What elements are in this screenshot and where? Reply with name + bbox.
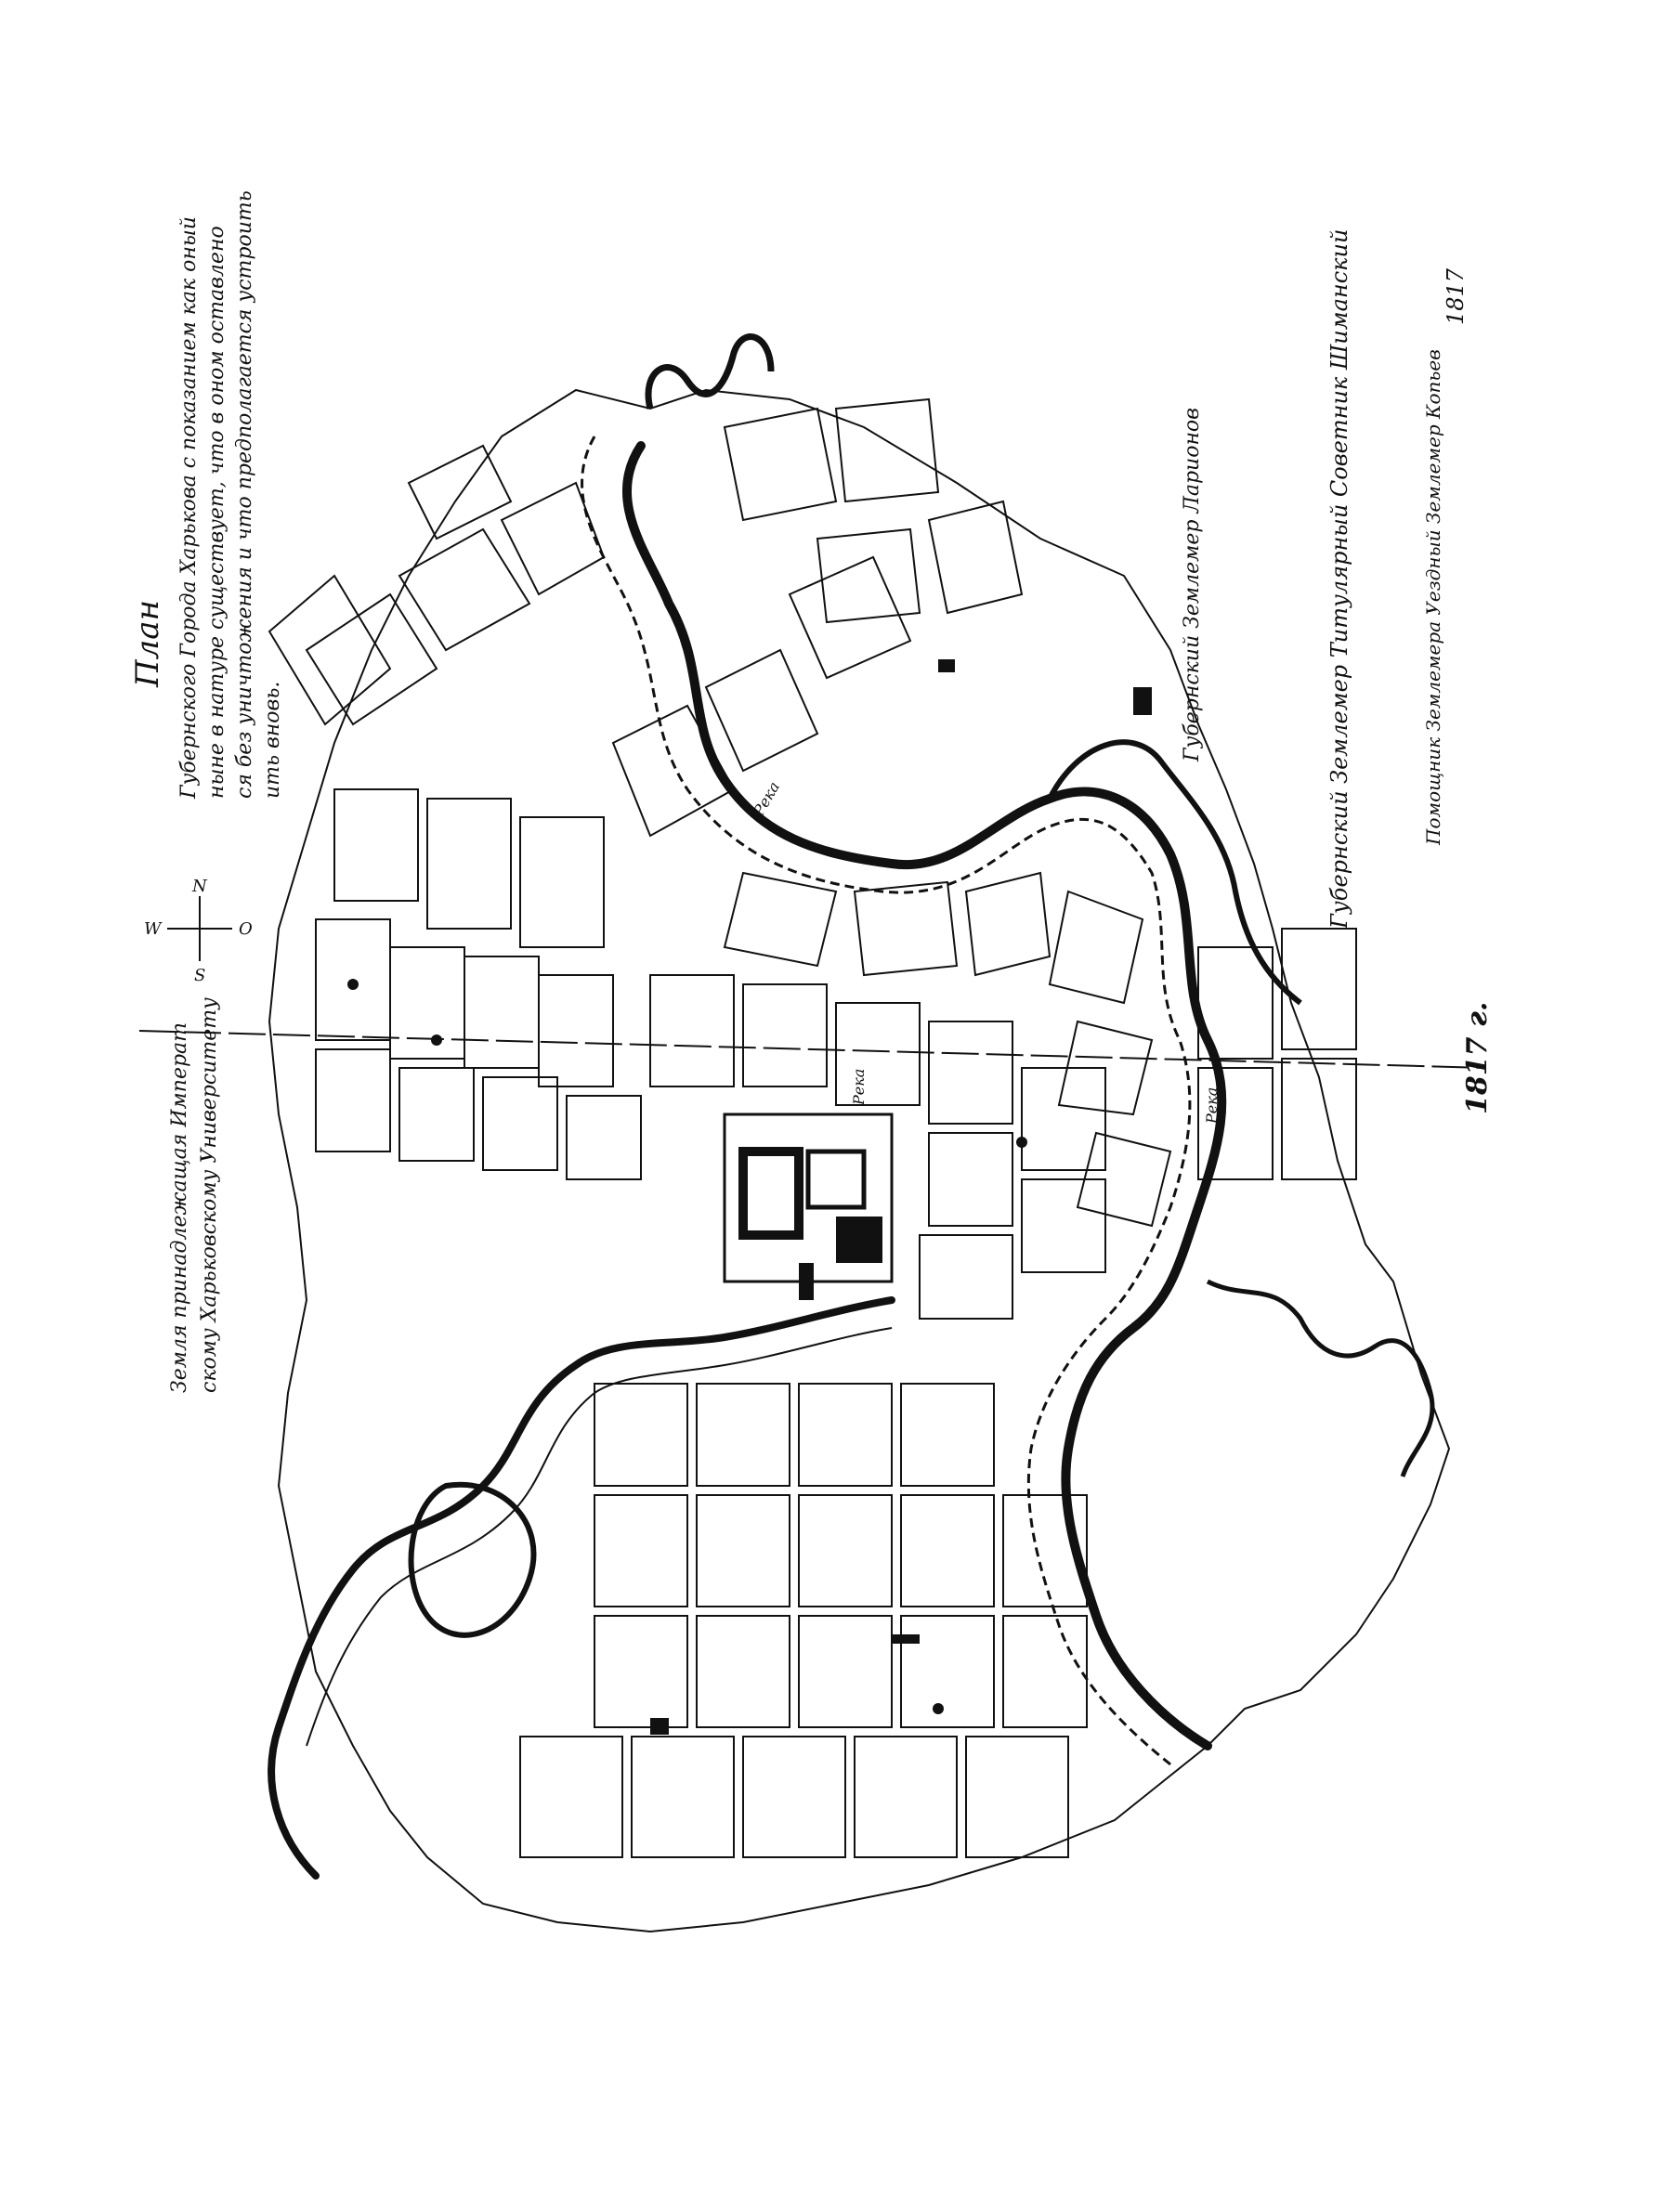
river-main <box>627 446 1221 1746</box>
river-meander <box>1208 1282 1432 1477</box>
land-note-line-2: скому Харьковскому Университету <box>198 997 221 1393</box>
street-grid-south <box>520 1384 1087 1857</box>
river-upper <box>648 337 771 409</box>
title-block <box>129 190 284 800</box>
river-label-3: Река <box>750 778 784 819</box>
signature-1: Губернский Землемер Ларионов <box>1181 408 1204 761</box>
year-main: 1817 г. <box>1461 1001 1494 1114</box>
signature-3: Помощник Землемера Уездный Землемер Копьев <box>1422 349 1444 845</box>
government-block <box>808 1152 864 1207</box>
river-label-1: Река <box>850 1068 868 1105</box>
map-title-line-1: Губернского Города Харькова с показанием как оный <box>177 216 201 799</box>
river-main-bank <box>582 436 1190 1764</box>
compass-north: N <box>192 877 207 896</box>
oxbow-lake <box>411 1485 534 1635</box>
map-title-line-2: ныне в натуре существует, что в оном оставлено <box>205 226 229 799</box>
street-grid-east <box>725 399 1356 1226</box>
river-label-2: Река <box>1203 1086 1221 1124</box>
street-grid-north <box>307 446 641 1179</box>
map-title-line-4: ить вновь. <box>261 681 284 799</box>
map-title-word: План <box>129 600 166 687</box>
land-note-line-1: Земля принадлежащая Императ <box>168 1021 191 1393</box>
signature-2: Губернский Землемер Титулярный Советник Шиманский <box>1326 228 1352 929</box>
compass-west: W <box>144 919 162 939</box>
building-marks <box>347 659 1152 1735</box>
map-title-line-3: ся без уничтожения и что предполагается устроить <box>233 190 256 799</box>
land-note <box>168 997 221 1393</box>
compass-rose <box>144 877 253 985</box>
street-grid-center <box>613 557 1105 1319</box>
compass-east: O <box>239 919 253 939</box>
market-block <box>836 1217 882 1263</box>
cathedral-block <box>743 1152 799 1235</box>
compass-south: S <box>194 966 206 985</box>
year-small: 1817 <box>1443 267 1469 325</box>
signature-block <box>1181 229 1469 930</box>
